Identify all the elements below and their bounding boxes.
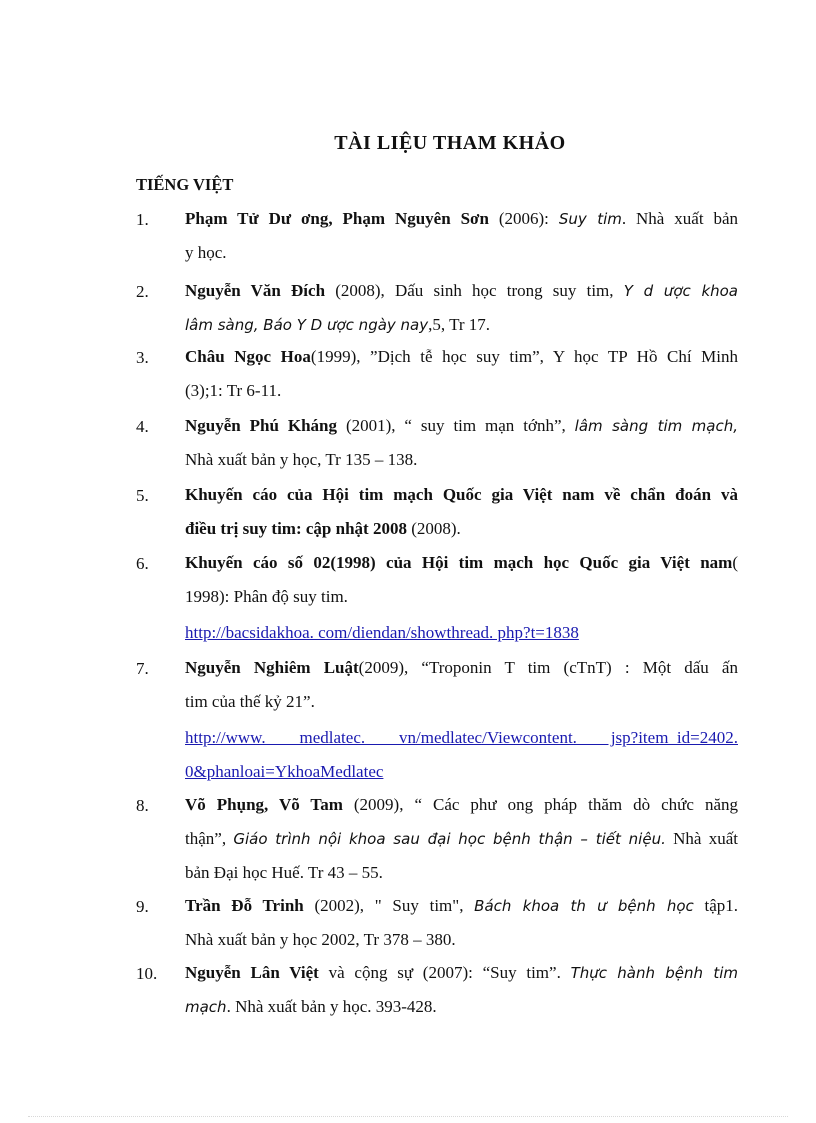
reference-author: Trần Đỗ Trinh: [185, 896, 304, 915]
reference-number: 9.: [136, 897, 149, 916]
reference-number: 6.: [136, 554, 149, 573]
reference-author: Nguyễn Phú Kháng: [185, 416, 338, 435]
reference-text: Trần Đỗ Trinh (2002), " Suy tim", Bách khoa th ư bệnh học tập1. Nhà xuất bản y học 2002, Tr 378 – 380.: [185, 896, 738, 949]
reference-text: Khuyến cáo của Hội tim mạch Quốc gia Việt nam về chẩn đoán và điều trị suy tim: cập nhật 2008 (2008).: [185, 485, 738, 538]
reference-link-continued[interactable]: 0&phanloai=YkhoaMedlatec: [185, 762, 384, 781]
page-bottom-divider: [28, 1116, 788, 1117]
reference-link[interactable]: http://www. medlatec. vn/medlatec/Viewcontent. jsp?item_id=2402.: [185, 728, 738, 747]
reference-text: Phạm Tử Dư ơng, Phạm Nguyên Sơn (2006): Suy tim. Nhà xuất bản y học.: [185, 209, 739, 262]
reference-text: Nguyễn Phú Kháng (2001), “ suy tim mạn tớnh”, lâm sàng tim mạch, Nhà xuất bản y học, Tr 135 – 138.: [185, 416, 738, 469]
reference-link[interactable]: http://bacsidakhoa. com/diendan/showthread. php?t=1838: [185, 623, 579, 642]
reference-text: Nguyễn Văn Đích (2008), Dấu sinh học trong suy tim, Y d ược khoa lâm sàng, Báo Y D ược ngày nay,5, Tr 17.: [185, 281, 739, 334]
reference-number: 1.: [136, 210, 149, 229]
reference-author: Nguyễn Nghiêm Luật: [185, 658, 359, 677]
reference-number: 7.: [136, 659, 149, 678]
reference-number: 8.: [136, 796, 149, 815]
reference-author: Khuyến cáo của Hội tim mạch Quốc gia Việt nam về chẩn đoán và: [185, 485, 738, 504]
reference-text: Nguyễn Nghiêm Luật(2009), “Troponin T tim (cTnT) : Một dấu ấn tim của thế kỷ 21”. http://www. medlatec. vn/medlatec/Viewcontent. jsp?item_id=2402. 0&phanloai=YkhoaMedlatec: [185, 658, 738, 781]
reference-text: Khuyến cáo số 02(1998) của Hội tim mạch học Quốc gia Việt nam( 1998): Phân độ suy tim. http://bacsidakhoa. com/diendan/showthread. php?t=1838: [185, 553, 738, 642]
reference-author: Nguyễn Lân Việt: [185, 963, 319, 982]
reference-number: 3.: [136, 348, 149, 367]
reference-number: 2.: [136, 282, 149, 301]
reference-number: 10.: [136, 964, 158, 983]
reference-number: 4.: [136, 417, 149, 436]
page-title: TÀI LIỆU THAM KHẢO: [334, 132, 566, 154]
reference-author: Khuyến cáo số 02(1998) của Hội tim mạch học Quốc gia Việt nam: [185, 553, 733, 572]
reference-author: Phạm Tử Dư ơng, Phạm Nguyên Sơn: [185, 209, 489, 228]
reference-author: Châu Ngọc Hoa: [185, 347, 311, 366]
section-heading: TIẾNG VIỆT: [136, 175, 234, 194]
reference-author: Võ Phụng, Võ Tam: [185, 795, 343, 814]
reference-number: 5.: [136, 486, 149, 505]
reference-text: Võ Phụng, Võ Tam (2009), “ Các phư ong pháp thăm dò chức năng thận”, Giáo trình nội khoa sau đại học bệnh thận – tiết niệu. Nhà xuất bản Đại học Huế. Tr 43 – 55.: [185, 795, 738, 882]
reference-text: Nguyễn Lân Việt và cộng sự (2007): “Suy tim”. Thực hành bệnh tim mạch. Nhà xuất bản y học. 393-428.: [185, 963, 738, 1016]
reference-text: Châu Ngọc Hoa(1999), ”Dịch tễ học suy tim”, Y học TP Hồ Chí Minh (3);1: Tr 6-11.: [185, 347, 739, 400]
reference-author: Nguyễn Văn Đích: [185, 281, 326, 300]
